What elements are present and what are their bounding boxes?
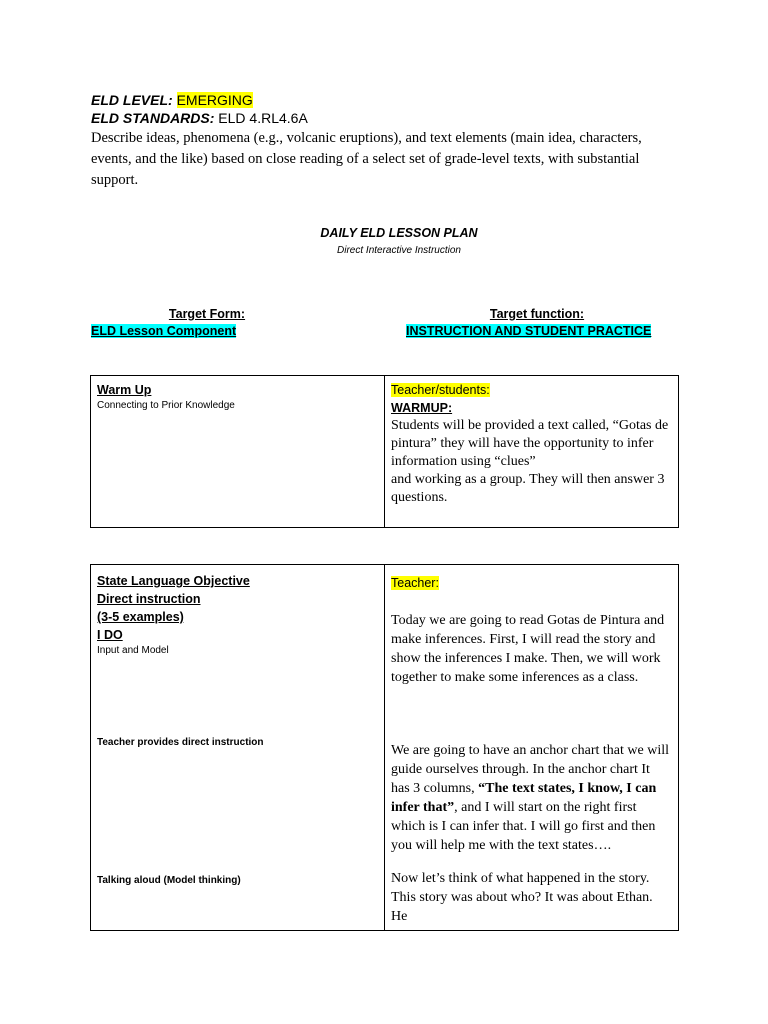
objective-paragraph-2 [391, 741, 672, 855]
warmup-left-cell [91, 376, 385, 528]
eld-standards-value: ELD 4.RL4.6A [218, 110, 308, 126]
direct-instruction-label: Direct instruction [97, 592, 201, 606]
objective-role-label: Teacher: [391, 576, 439, 590]
objective-paragraph-3: Now let’s think of what happened in the story. This story was about who? It was about Ethan. He [391, 871, 653, 924]
target-function-value: INSTRUCTION AND STUDENT PRACTICE [406, 324, 652, 338]
objective-title: State Language Objective [97, 574, 250, 588]
objective-left-cell [91, 565, 385, 931]
objective-paragraph-1: Today we are going to read Gotas de Pintura and make inferences. First, I will read the story and show the inferences I make. Then, we will work together to make some inferences as a class. [391, 613, 665, 685]
plan-subtitle: Direct Interactive Instruction [337, 245, 461, 256]
i-do-label: I DO [97, 628, 123, 642]
eld-standards-line [91, 110, 308, 127]
input-model-label: Input and Model [97, 645, 169, 656]
warmup-subtitle: Connecting to Prior Knowledge [97, 400, 235, 411]
target-form-value: ELD Lesson Component [91, 324, 237, 338]
standard-description: Describe ideas, phenomena (e.g., volcanic eruptions), and text elements (main idea, characters, events, and the like) based on close reading of a select set of grade-level texts, with substantial support. [91, 130, 642, 188]
warmup-table [90, 375, 679, 528]
target-form-label: Target Form: [168, 307, 246, 321]
warmup-role-label: Teacher/students: [391, 383, 490, 397]
warmup-right-cell [385, 376, 679, 528]
eld-standards-label: ELD STANDARDS: [91, 110, 215, 126]
paragraph-2-intro: We are going to have an anchor chart that we will guide ourselves through. In the anchor chart It has 3 columns, [391, 743, 669, 796]
anchor-chart-columns: “The text states, I know, I can infer that” [391, 781, 657, 815]
warmup-heading: WARMUP: [391, 401, 453, 415]
target-function-label: Target function: [489, 307, 585, 321]
warmup-title: Warm Up [97, 383, 152, 397]
teacher-instruction-note: Teacher provides direct instruction [97, 737, 264, 748]
eld-level-label: ELD LEVEL: [91, 92, 173, 108]
paragraph-2-rest: , and I will start on the right first which is I can infer that. I will go first and then you will help me with the text states…. [391, 800, 656, 853]
talking-aloud-note: Talking aloud (Model thinking) [97, 875, 241, 886]
eld-level-line [91, 92, 253, 109]
warmup-text-2: and working as a group. They will then answer 3 questions. [391, 472, 665, 505]
objective-table [90, 564, 679, 931]
examples-label: (3-5 examples) [97, 610, 184, 624]
objective-right-cell [385, 565, 679, 931]
warmup-text: Students will be provided a text called, “Gotas de pintura” they will have the opportunity to infer information using “clues” [391, 418, 669, 469]
eld-level-value: EMERGING [176, 92, 253, 108]
plan-title: DAILY ELD LESSON PLAN [320, 226, 478, 240]
